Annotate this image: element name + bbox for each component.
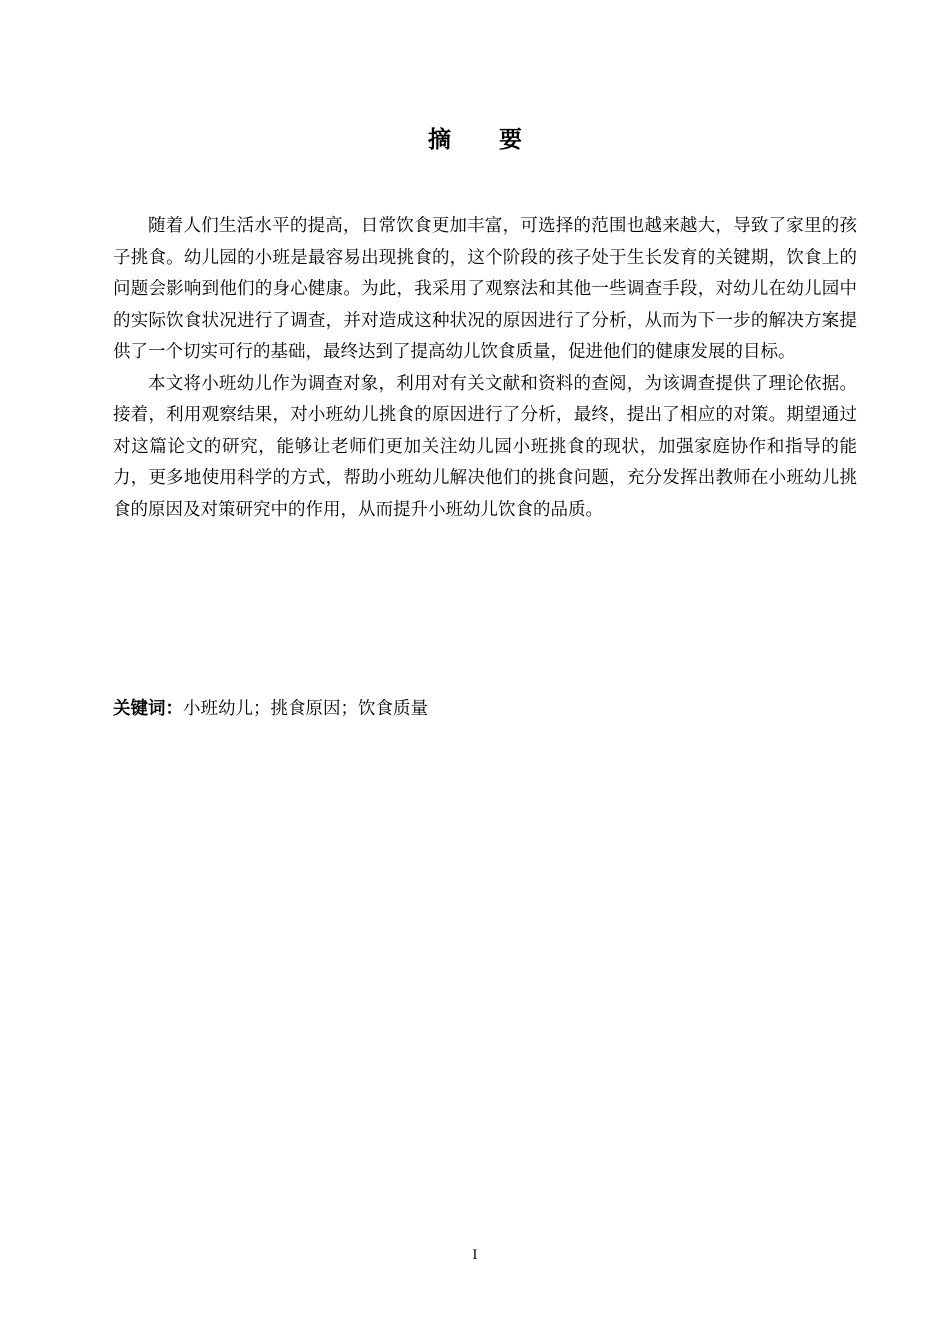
abstract-paragraph-1: 随着人们生活水平的提高，日常饮食更加丰富，可选择的范围也越来越大，导致了家里的孩子挑食。幼儿园的小班是最容易出现挑食的，这个阶段的孩子处于生长发育的关键期，饮食上的问题会影响到他们的身心健康。为此，我采用了观察法和其他一些调查手段，对幼儿在幼儿园中的实际饮食状况进行了调查，并对造成这种状况的原因进行了分析，从而为下一步的解决方案提供了一个切实可行的基础，最终达到了提高幼儿饮食质量，促进他们的健康发展的目标。	[113, 216, 857, 362]
keywords-line	[113, 694, 857, 726]
page-number: I	[472, 1248, 478, 1263]
keywords-label: 关键词：	[113, 699, 183, 719]
abstract-body	[113, 211, 857, 526]
abstract-paragraph-2: 本文将小班幼儿作为调查对象，利用对有关文献和资料的查阅，为该调查提供了理论依据。接着，利用观察结果，对小班幼儿挑食的原因进行了分析，最终，提出了相应的对策。期望通过对这篇论文的研究，能够让老师们更加关注幼儿园小班挑食的现状，加强家庭协作和指导的能力，更多地使用科学的方式，帮助小班幼儿解决他们的挑食问题，充分发挥出教师在小班幼儿挑食的原因及对策研究中的作用，从而提升小班幼儿饮食的品质。	[113, 373, 857, 520]
keywords-value: 小班幼儿；挑食原因；饮食质量	[183, 699, 428, 719]
page-title: 摘 要	[427, 127, 542, 153]
